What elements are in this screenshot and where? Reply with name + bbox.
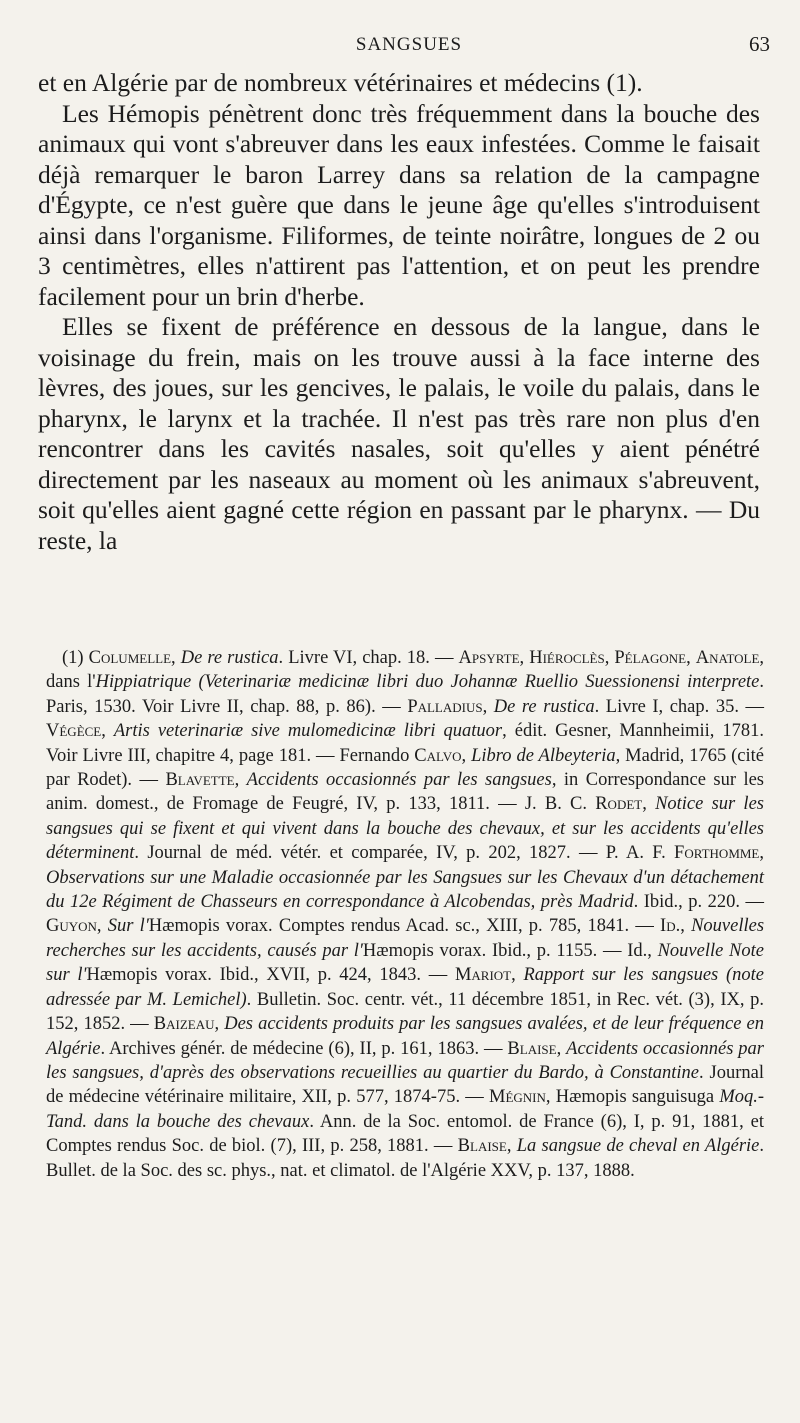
fn-text: ,	[686, 648, 696, 668]
fn-title: De re rustica	[493, 696, 595, 717]
fn-author: Anatole	[695, 648, 760, 668]
fn-text: ,	[680, 916, 692, 937]
fn-text: . Ibid., p. 220. —	[633, 892, 764, 913]
fn-author: Palladius	[407, 696, 483, 717]
fn-text: ,	[482, 696, 494, 717]
fn-title: De re rustica	[180, 648, 279, 668]
fn-text: ,	[234, 770, 247, 791]
fn-title: Hippiatrique (Veterinariæ medicinæ libri duo Johannæ Ruellio Suessionensi interprete	[95, 672, 760, 693]
fn-text: ,	[519, 648, 530, 668]
fn-title: Rapport sur les sangsues (note adressée par M. Lemichel)	[46, 965, 764, 1010]
fn-text: . Paris, 1530. Voir Livre II, chap. 88, p. 86). —	[46, 672, 765, 717]
fn-text: , édit. Gesner, Mannheimii, 1781. Voir Livre III, chapitre 4, page 181. — Fernando	[46, 721, 764, 766]
fn-text: Hæmopis vorax. Ibid., p. 1155. — Id.,	[362, 940, 658, 961]
fn-text: ,	[214, 1014, 225, 1035]
fn-text: ,	[101, 721, 114, 742]
footnote-area	[46, 646, 764, 1183]
page-number: 63	[749, 32, 770, 56]
fn-text: ,	[642, 794, 656, 815]
fn-author: Blavette	[165, 770, 235, 791]
fn-author: Végèce	[46, 721, 102, 742]
fn-author: Rodet	[595, 794, 643, 815]
fn-author: Mariot	[454, 965, 512, 986]
fn-text: , Madrid, 1765 (cité par Rodet). —	[46, 745, 764, 791]
page-header	[48, 28, 770, 64]
fn-text: . Bullet. de la Soc. des sc. phys., nat. et climatol. de l'Algérie XXV, p. 137, 1888.	[46, 1136, 765, 1181]
fn-text: Hæmopis vorax. Comptes rendus Acad. sc., XIII, p. 785, 1841. —	[148, 916, 661, 937]
fn-text: ,	[461, 745, 472, 766]
fn-title: Libro de Albeyteria	[471, 745, 616, 766]
fn-author: Calvo	[414, 745, 462, 766]
fn-text: Hæmopis vorax. Ibid., XVII, p. 424, 1843. —	[86, 965, 455, 986]
fn-text: ,	[171, 648, 181, 668]
fn-text: ,	[96, 916, 108, 937]
fn-text: (1)	[62, 648, 89, 668]
fn-author: Mégnin	[489, 1087, 546, 1108]
fn-text: ,	[506, 1136, 517, 1157]
fn-title: Moq.-Tand. dans la bouche des chevaux	[46, 1087, 765, 1132]
fn-author: Columelle	[88, 648, 172, 668]
paragraph-hemopis: Les Hémopis pénètrent donc très fréquemment dans la bouche des animaux qui vont s'abreuver dans les eaux infestées. Comme le faisait déjà remarquer le baron Larrey dans sa relation de la campagne d'Égypte, ce n'est guère que dans le jeune âge qu'elles s'introduisent ainsi dans l'organisme. Filiformes, de teinte noirâtre, longues de 2 ou 3 centimètres, elles n'attirent pas l'attention, et on peut les prendre facilement pour un brin d'herbe.	[38, 98, 760, 311]
fn-text: ,	[759, 843, 764, 864]
fn-author: Blaise	[507, 1038, 557, 1059]
fn-author: Pélagone	[614, 648, 687, 668]
fn-text: . Livre VI, chap. 18. —	[278, 648, 459, 668]
fn-text: ,	[556, 1038, 567, 1059]
fn-author: Apsyrte	[458, 648, 520, 668]
fn-title: Notice sur les sangsues qui se fixent et qui vivent dans la bouche des chevaux, et sur les accidents qu'elles déterminent	[46, 794, 764, 864]
fn-title: La sangsue de cheval en Algérie	[516, 1136, 760, 1157]
fn-text: . Journal de méd. vétér. et comparée, IV, p. 202, 1827. — P. A. F.	[134, 843, 675, 864]
fn-text: ,	[604, 648, 615, 668]
fn-author: Guyon	[46, 916, 97, 937]
fn-title: Des accidents produits par les sangsues avalées, et de leur fréquence en Algérie	[46, 1014, 765, 1059]
fn-title: Nouvelles recherches sur les accidents, causés par l'	[46, 916, 765, 961]
fn-author: Forthomme	[674, 843, 760, 864]
fn-text: . Ann. de la Soc. entomol. de France (6), I, p. 91, 1881, et Comptes rendus Soc. de biol. (7), III, p. 258, 1881. —	[46, 1111, 764, 1157]
fn-text: , in Correspondance sur les anim. domest., de Fromage de Feugré, IV, p. 133, 1811. — J. B. C.	[46, 770, 764, 815]
fn-text: ,	[511, 965, 524, 986]
fn-title: Sur l'	[107, 916, 149, 937]
fn-author: Baizeau	[153, 1014, 215, 1035]
fn-author: Id.	[660, 916, 681, 937]
fn-title: Accidents occasionnés par les sangsues, d'après des observations recueillies au quartier du Bardo, à Constantine	[46, 1038, 764, 1083]
fn-title: Nouvelle Note sur l'	[46, 940, 764, 986]
fn-author: Hiéroclès	[529, 648, 605, 668]
running-title: SANGSUES	[355, 34, 463, 55]
fn-author: Blaise	[457, 1136, 507, 1157]
fn-text: . Livre I, chap. 35. —	[594, 696, 764, 717]
fn-title: Accidents occasionnés par les sangsues	[246, 770, 552, 791]
paragraph-fixation: Elles se fixent de préférence en dessous de la langue, dans le voisinage du frein, mais on les trouve aussi à la face interne des lèvres, des joues, sur les gencives, le palais, le voile du palais, dans le pharynx, le larynx et la trachée. Il n'est pas très rare non plus d'en rencontrer dans les cavités nasales, soit qu'elles y aient pénétré directement par les naseaux au moment où les animaux s'abreuvent, soit qu'elles aient gagné cette région en passant par le pharynx. — Du reste, la	[38, 312, 760, 555]
fn-text: . Journal de médecine vétérinaire militaire, XII, p. 577, 1874-75. —	[46, 1062, 764, 1108]
fn-text: . Bulletin. Soc. centr. vét., 11 décembre 1851, in Rec. vét. (3), IX, p. 152, 1852. —	[46, 989, 764, 1035]
footnote-1	[46, 646, 764, 1183]
fn-text: , dans l'	[46, 648, 765, 693]
main-text	[38, 68, 760, 556]
fn-text: , Hæmopis sanguisuga	[545, 1087, 720, 1108]
fn-title: Observations sur une Maladie occasionnée par les Sangsues sur les Chevaux d'un détachement du 12e Régiment de Chasseurs en correspondance à Alcobendas, près Madrid	[46, 867, 764, 913]
fn-title: Artis veterinariæ sive mulomedicinæ libri quatuor	[113, 721, 503, 742]
paragraph-continuation: et en Algérie par de nombreux vétérinaires et médecins (1).	[38, 68, 643, 97]
fn-text: . Archives génér. de médecine (6), II, p. 161, 1863. —	[100, 1038, 508, 1059]
